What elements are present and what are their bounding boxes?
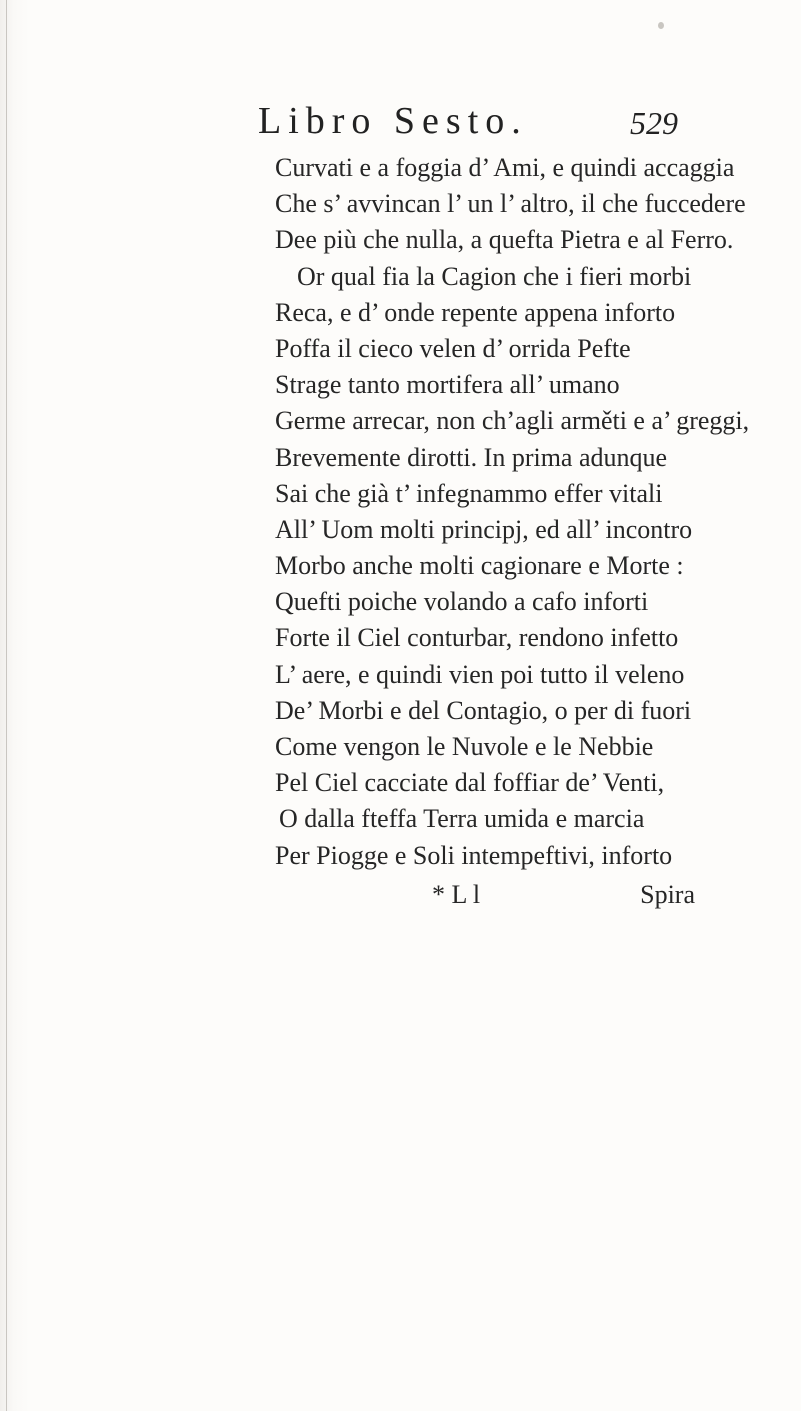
verse-text bbox=[275, 150, 750, 874]
verse-line: Strage tanto mortifera all’ umano bbox=[275, 370, 620, 400]
verse-line: Quefti poiche volando a cafo inforti bbox=[275, 587, 649, 617]
verse-line: Come vengon le Nuvole e le Nebbie bbox=[275, 732, 654, 761]
verse-line: All’ Uom molti principj, ed all’ incontro bbox=[275, 514, 693, 544]
verse-line: Che s’ avvincan l’ un l’ altro, il che fuccedere bbox=[275, 189, 746, 219]
verse-line: Pel Ciel cacciate dal foffiar de’ Venti, bbox=[275, 768, 665, 798]
verse-line: O dalla fteffa Terra umida e marcia bbox=[279, 804, 645, 834]
running-title: Libro Sesto. bbox=[258, 100, 528, 142]
page-edge bbox=[6, 0, 7, 1411]
paper-spot bbox=[658, 22, 664, 29]
signature-mark: * L l bbox=[432, 880, 481, 909]
verse-line: Sai che già t’ infegnammo effer vitali bbox=[275, 478, 663, 508]
verse-line: Brevemente dirotti. In prima adunque bbox=[275, 442, 668, 472]
verse-line: Poffa il cieco velen d’ orrida Pefte bbox=[275, 333, 631, 363]
verse-line: Or qual fia la Cagion che i fieri morbi bbox=[297, 261, 692, 291]
verse-line: Morbo anche molti cagionare e Morte : bbox=[275, 551, 684, 581]
page-number: 529 bbox=[630, 105, 678, 141]
catchword: Spira bbox=[640, 880, 695, 909]
verse-line: Germe arrecar, non ch’agli arměti e a’ greggi, bbox=[275, 406, 750, 436]
verse-line: L’ aere, e quindi vien poi tutto il veleno bbox=[275, 659, 685, 689]
verse-line: Dee più che nulla, a quefta Pietra e al Ferro. bbox=[275, 225, 734, 255]
verse-line: Forte il Ciel conturbar, rendono infetto bbox=[275, 623, 679, 653]
verse-line: Reca, e d’ onde repente appena inforto bbox=[275, 297, 676, 327]
verse-line: Curvati e a foggia d’ Ami, e quindi accaggia bbox=[275, 153, 735, 182]
verse-line: De’ Morbi e del Contagio, o per di fuori bbox=[275, 695, 692, 725]
page-header bbox=[258, 99, 678, 149]
verse-line: Per Piogge e Soli intempeftivi, inforto bbox=[275, 840, 673, 870]
